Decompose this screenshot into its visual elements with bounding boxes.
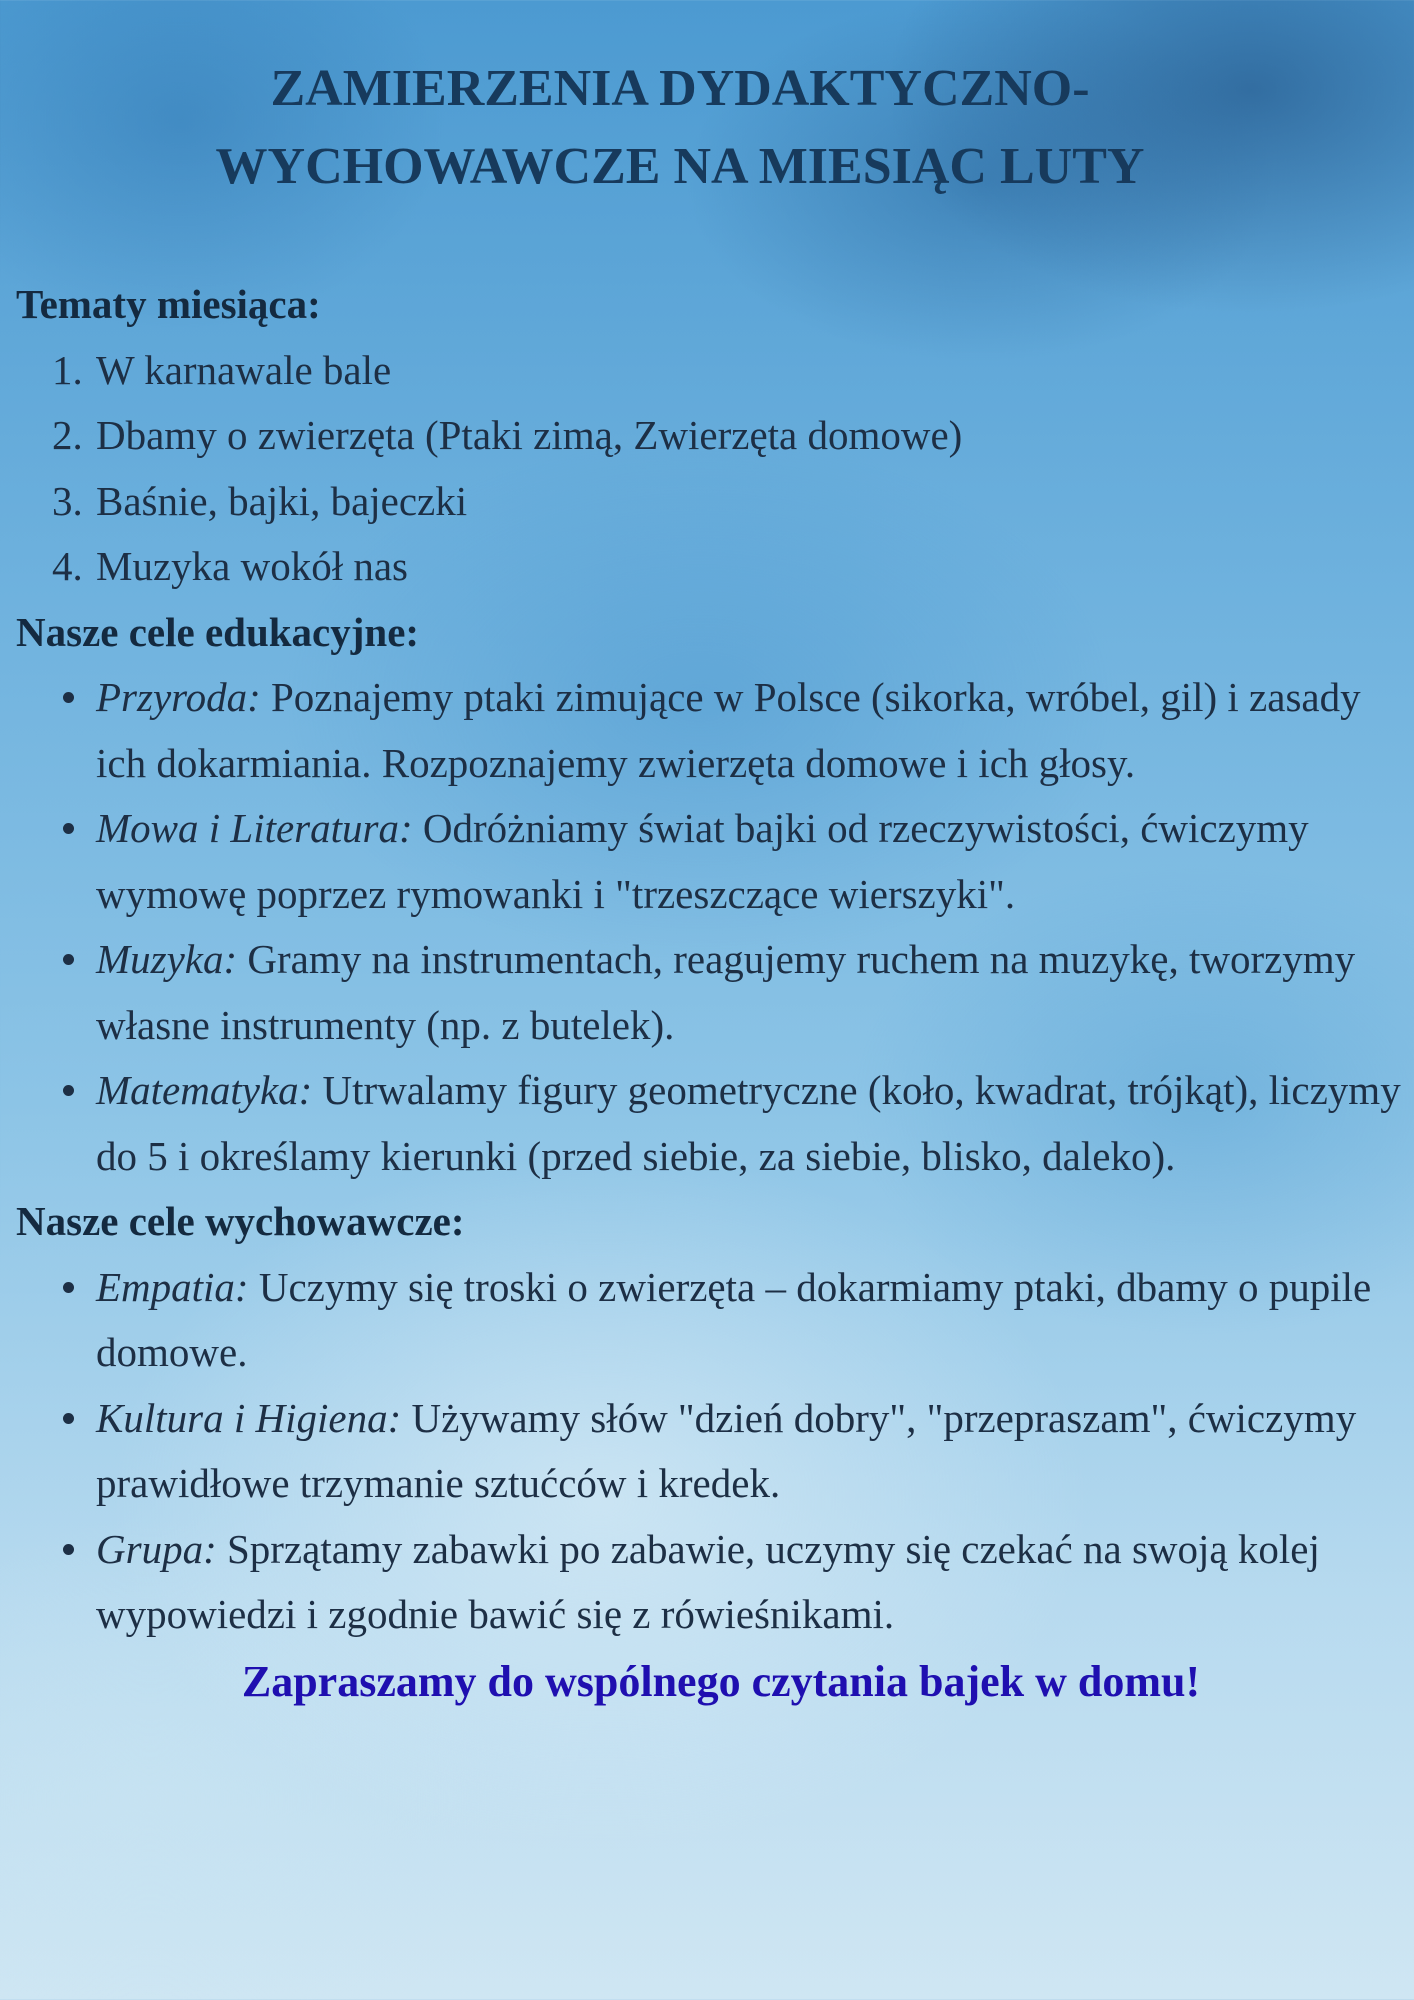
goal-text: Gramy na instrumentach, reagujemy ruchem na muzykę, tworzymy własne instrumenty (np. z butelek).: [96, 936, 1356, 1048]
topic-item: [16, 403, 1406, 469]
educational-goals-list: [16, 665, 1406, 1189]
topics-list: [16, 338, 1406, 600]
topic-item: [16, 469, 1406, 535]
bullet-icon: [63, 1544, 74, 1555]
bullet-icon: [63, 1413, 74, 1424]
closing-invitation: Zapraszamy do wspólnego czytania bajek w domu!: [241, 1656, 1201, 1706]
bullet-icon: [63, 823, 74, 834]
bullet-icon: [63, 1085, 74, 1096]
educational-goal-item: [16, 796, 1406, 927]
topic-number: 3.: [52, 477, 83, 524]
goal-label: Kultura i Higiena:: [96, 1394, 402, 1441]
topic-text: Muzyka wokół nas: [96, 543, 409, 589]
page-title-line-1: ZAMIERZENIA DYDAKTYCZNO-: [270, 60, 1090, 117]
bullet-icon: [63, 1282, 74, 1293]
topic-item: [16, 338, 1406, 404]
educational-goal-item: [16, 665, 1406, 796]
page-title-line-2: WYCHOWAWCZE NA MIESIĄC LUTY: [215, 138, 1145, 195]
topics-heading: Tematy miesiąca:: [16, 281, 321, 327]
goal-text: Używamy słów "dzień dobry", "przepraszam", ćwiczymy prawidłowe trzymanie sztućców i kredek.: [96, 1394, 1357, 1506]
goal-text: Odróżniamy świat bajki od rzeczywistości, ćwiczymy wymowę poprzez rymowanki i "trzeszczące wierszyki".: [96, 805, 1309, 917]
upbringing-goal-item: [16, 1386, 1406, 1517]
document-content: [16, 272, 1406, 1716]
upbringing-goals-heading: Nasze cele wychowawcze:: [16, 1198, 465, 1244]
goal-label: Grupa:: [96, 1525, 217, 1572]
topic-number: 2.: [52, 412, 83, 458]
topic-number: 1.: [52, 346, 83, 393]
goal-label: Muzyka:: [96, 936, 238, 982]
goal-label: Empatia:: [96, 1263, 249, 1310]
goal-label: Matematyka:: [96, 1067, 313, 1113]
goal-label: Mowa i Literatura:: [96, 805, 413, 851]
topic-text: Baśnie, bajki, bajeczki: [96, 477, 468, 524]
goal-text: Poznajemy ptaki zimujące w Polsce (sikorka, wróbel, gil) i zasady ich dokarmiania. Rozpoznajemy zwierzęta domowe i ich głosy.: [96, 674, 1361, 786]
educational-goals-heading: Nasze cele edukacyjne:: [16, 608, 420, 655]
upbringing-goal-item: [16, 1255, 1406, 1386]
goal-text: Utrwalamy figury geometryczne (koło, kwadrat, trójkąt), liczymy do 5 i określamy kierunki (przed siebie, za siebie, blisko, daleko).: [96, 1067, 1401, 1179]
educational-goal-item: [16, 1058, 1406, 1189]
page-title: [0, 50, 1360, 206]
upbringing-goal-item: [16, 1517, 1406, 1648]
goal-text: Sprzątamy zabawki po zabawie, uczymy się czekać na swoją kolej wypowiedzi i zgodnie bawić się z rówieśnikami.: [96, 1525, 1320, 1637]
goal-label: Przyroda:: [96, 674, 261, 720]
goal-text: Uczymy się troski o zwierzęta – dokarmiamy ptaki, dbamy o pupile domowe.: [96, 1263, 1372, 1375]
topic-number: 4.: [52, 543, 83, 589]
bullet-icon: [63, 954, 74, 965]
topic-item: [16, 534, 1406, 600]
topic-text: Dbamy o zwierzęta (Ptaki zimą, Zwierzęta domowe): [96, 412, 963, 458]
bullet-icon: [63, 692, 74, 703]
educational-goal-item: [16, 927, 1406, 1058]
upbringing-goals-list: [16, 1255, 1406, 1648]
topic-text: W karnawale bale: [96, 346, 392, 393]
